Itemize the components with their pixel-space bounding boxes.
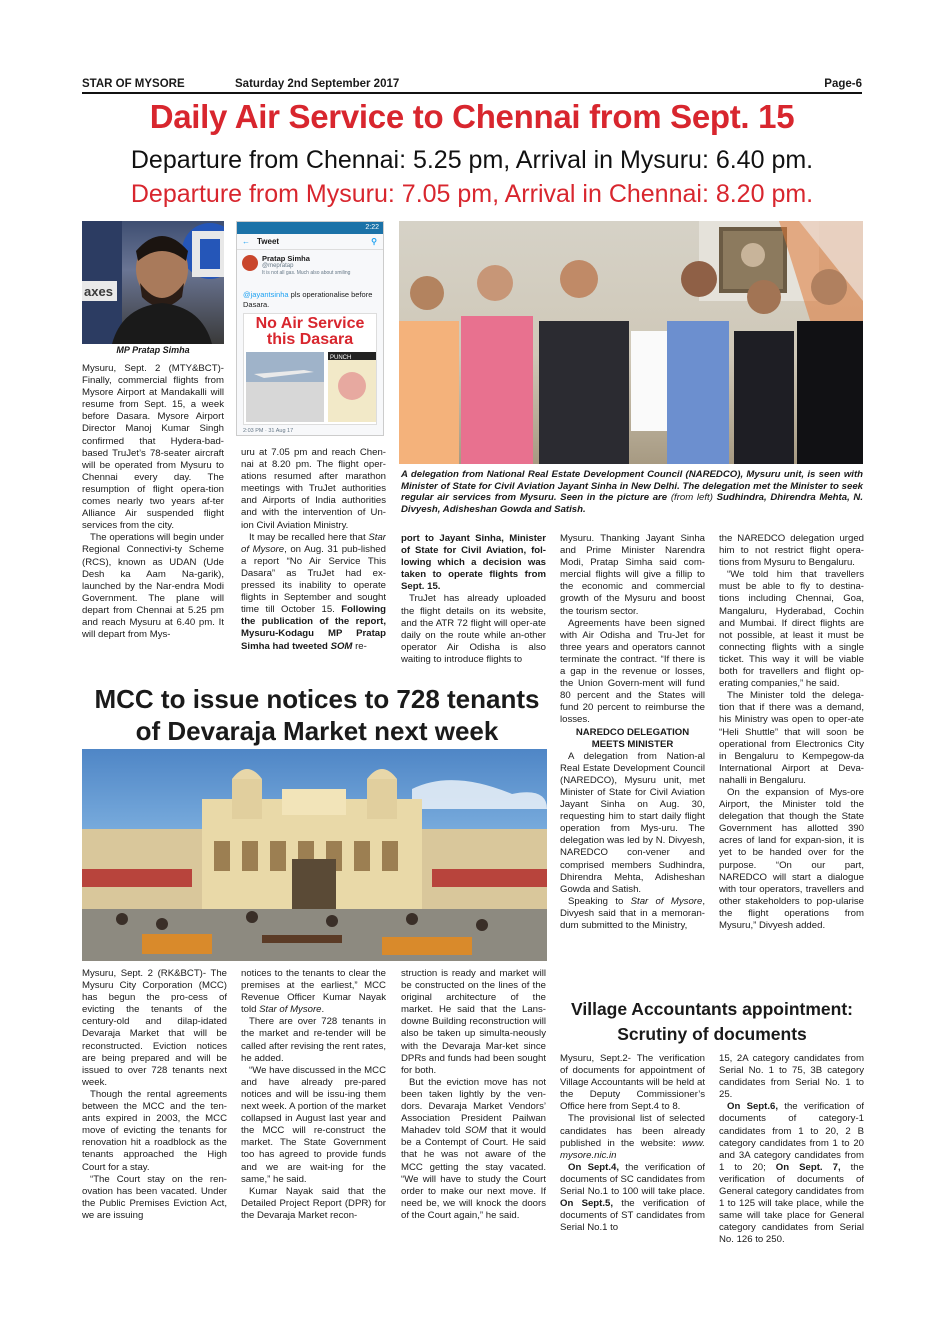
- lead-col1-para-2: The operations will begin under Regional Connectivi-ty Scheme (RCS), known as UDAN (Ude Desh ka Aam Na-garik), launched by the Nar-endra Modi Government. The plane will depart from Chennai at 5.25 pm and reach Mysuru at 6.40 pm. It will depart from Mys-: [82, 532, 224, 641]
- clipping-paper-name: PUNCH: [330, 355, 352, 361]
- text-run: the verification of documents of ST candidates from Serial No.1 to: [560, 1198, 705, 1234]
- text-run: , Divyesh said that in a memoran-dum submitted to the Ministry,: [560, 895, 705, 931]
- lead-col5-para-3: The Minister told the delega-tion that if there was a demand, his Ministry was open to oper-ate “Heli Shuttle” that will soon be operational from Electronics City in Bengaluru to Kempegow-da International Airport at Deva-nahalli in Bengaluru.: [719, 690, 864, 786]
- delegation-caption-main: A delegation from National Real Estate Development Council (NAREDCO), Mysuru unit, is seen with Minister of State for Civil Aviation Jayant Sinha in New Delhi. The delegation met the Minister to seek regular air services from Mysuru. Seen in the picture are: [401, 469, 863, 504]
- text-run: the verification of documents of SC candidates from Serial No.1 to 100 will take place.: [560, 1161, 705, 1198]
- masthead-date: Saturday 2nd September 2017: [235, 78, 400, 90]
- text-run-bold: On Sept.6,: [727, 1101, 779, 1113]
- text-run: The provisional list of selected candidates has been already published in the website:: [560, 1113, 705, 1149]
- text-run-italic: Star of Mysore: [241, 531, 386, 555]
- text-run-italic: SOM: [464, 1125, 487, 1137]
- mp-photo-caption: MP Pratap Simha: [116, 345, 190, 355]
- tweet-text: [237, 290, 383, 309]
- website-link[interactable]: www. mysore.nic.in: [560, 1137, 705, 1161]
- delegation-caption-names: Sudhindra, Dhirendra Mehta, N. Divyesh, Adisheshan Gowda and Satish.: [401, 492, 864, 515]
- delegation-photo: [399, 221, 863, 464]
- lead-subhead-2: Departure from Mysuru: 7.05 pm, Arrival in Chennai: 8.20 pm.: [130, 180, 814, 208]
- lead-col5-para-4: On the expansion of Mys-ore Airport, the Minister told the delegation that though the State Government has allotted 390 acres of land for expan-sion, it is yet to be handed over for the purpose. “On our part, NAREDCO will start a dialogue with tour operators, travellers and other stakeholders to pop-ularise the flight operations from Mysuru,” Divyesh added.: [719, 786, 864, 931]
- text-run-bold: On Sept.5,: [560, 1198, 614, 1210]
- avatar: [242, 255, 258, 271]
- lead-col4-para-4: [560, 896, 705, 932]
- search-icon: ⚲: [371, 237, 377, 246]
- text-run-bold: On Sept. 7,: [775, 1161, 841, 1173]
- tweet-time: 2:03 PM · 31 Aug 17: [243, 428, 294, 434]
- tweet-author-handle: @mepratap: [262, 263, 294, 269]
- mcc-column-1: [82, 968, 227, 1268]
- mcc-col2-para-4: Kumar Nayak said that the Detailed Project Report (DPR) for the Devaraja Market recon-: [241, 1185, 386, 1221]
- mcc-col2-para-3: “We have discussed in the MCC and have already pre-pared notices and will be issu-ing them next week. A portion of the market collapsed in August last year and the MCC will re-construct the market. The State Government too has agreed to provide funds and we are wait-ing for the same,” he said.: [241, 1064, 386, 1185]
- text-run-bold: Following the publication of the report, Mysuru-Kodagu MP Pratap Simha had tweeted: [241, 604, 386, 652]
- delegation-caption: [401, 469, 863, 515]
- tweet-screenshot: [236, 221, 384, 436]
- va-column-2: [719, 1053, 864, 1268]
- tweet-title: Tweet: [257, 237, 280, 246]
- tweet-mention[interactable]: @jayantsinha: [243, 290, 289, 299]
- mcc-col2-para-1: [241, 968, 386, 1016]
- text-run: re-: [352, 640, 367, 652]
- devaraja-market-photo: [82, 749, 547, 961]
- clipping-image: [244, 352, 378, 424]
- text-run: , on Aug. 31 pub-lished a report “No Air Service This Dasara” as TruJet had ex-pressed its inability to operate flights in September and sought time till October 15.: [241, 543, 386, 616]
- lead-col5-para-2: “We told him that travellers must be able to fly to destina-tions including Chennai, Goa, Mangaluru, Hyderabad, Cochin and Mumbai. If direct flights are not possible, at least it must be connecting flights with a single ticket. This way it will be viable both for travellers and flight op-erating companies,” he said.: [719, 569, 864, 690]
- lead-col4-para-3: A delegation from Nation-al Real Estate Development Council (NAREDCO), Mysuru unit, met Minister of State for Civil Aviation Jayant Sinha on Aug. 30, requesting him to start daily flight operation from Mys-uru. The delegation was led by N. Divyesh, NAREDCO con-vener and comprised members Sudhindra, Dhirendra Mehta, Adisheshan Gowda and Satish.: [560, 750, 705, 895]
- va-col1-para-2: [560, 1113, 705, 1161]
- va-column-1: [560, 1053, 705, 1268]
- lead-col3-bold: port to Jayant Sinha, Minister of State for Civil Aviation, fol-lowing which a decision was taken to operate flights from Sept. 15.: [401, 533, 546, 593]
- lead-col5-para-1: the NAREDCO delegation urged him to not restrict flight opera-tions from Mysuru to Bengaluru.: [719, 533, 864, 569]
- lead-col2-para-2: [241, 532, 386, 653]
- lead-column-4: [560, 533, 705, 981]
- text-run: the verification of documents of General category candidates from 1 to 125 will take place, while the same will take place for General category candidates from Serial No. 126 to 250.: [719, 1161, 864, 1246]
- text-run: But the eviction move has not been taken lightly by the ven-dors. Devaraja Market Vendors’ Association President Pailwan Mahadev told: [401, 1076, 546, 1137]
- lead-headline: Daily Air Service to Chennai from Sept. 15: [149, 98, 795, 135]
- mcc-column-3: [401, 968, 546, 1268]
- mcc-col1-para-3: “The Court stay on the ren-ovation has been vacated. Under the Public Premises Eviction Act, we are issuing: [82, 1173, 227, 1221]
- va-col1-para-1: Mysuru, Sept.2- The verification of documents for appointment of Village Accountants will be held at the Deputy Commissioner’s Office here from Sept.4 to 8.: [560, 1053, 705, 1113]
- va-headline-line-1: Village Accountants appointment:: [571, 999, 853, 1019]
- mcc-headline-line-2: of Devaraja Market next week: [135, 716, 499, 746]
- text-run-bold-italic: SOM: [330, 640, 353, 652]
- back-arrow-icon: ←: [242, 237, 250, 246]
- mcc-col1-para-2: Though the rental agreements between the MCC and the ten-ants expired in 2003, the MCC move of evicting the tenants for renovation hit a roadblock as the tenants approached the High Court for a stay.: [82, 1088, 227, 1173]
- masthead-rule: [82, 92, 862, 94]
- masthead-page: Page-6: [824, 78, 862, 90]
- lead-column-5: [719, 533, 864, 1003]
- mcc-col2-para-2: There are over 728 tenants in the market and re-tender will be called after revising the rent rates, he added.: [241, 1016, 386, 1064]
- mcc-col3-para-1: struction is ready and market will be constructed on the lines of the original architecture of the market. He said that the Lans-downe Building reconstruction will also be taken up simulta-neously with the Devaraja Mar-ket since DPRs and funds had been sought for both.: [401, 968, 546, 1076]
- text-run-italic: Star of Mysore: [630, 895, 703, 907]
- lead-column-1: [82, 363, 224, 683]
- clipping-headline: No Air Service this Dasara: [255, 315, 365, 348]
- tweet-title-bar: [237, 234, 383, 250]
- lead-subhead-1: Departure from Chennai: 5.25 pm, Arrival in Mysuru: 6.40 pm.: [130, 146, 814, 174]
- mp-photo: [82, 221, 224, 344]
- lead-column-3: [401, 533, 546, 683]
- tweet-author-name: Pratap Simha: [262, 254, 310, 263]
- mcc-col3-para-2: [401, 1077, 546, 1222]
- lead-col3-para-2: TruJet has already uploaded the flight details on its website, and the ATR 72 flight will oper-ate daily on the route while an-other operator Air Odisha is also waiting to introduce flights to: [401, 593, 546, 665]
- tweet-status-bar: 2:22: [237, 222, 383, 234]
- lead-col1-para-1: Mysuru, Sept. 2 (MTY&BCT)- Finally, commercial flights from Mysore Airport at Mandakalli will resume from Sept. 15, a week before Dasara. Mysore Airport Director Manoj Kumar Singh confirmed that Hydera-bad-based TruJet’s 78-seater aircraft will be operated from Mysuru to Chennai every day. The resumption of flight opera-tion comes nearly two years af-ter Alliance Air suspended flight services from the city.: [82, 363, 224, 532]
- delegation-caption-from: (from left): [670, 492, 713, 504]
- text-run: It may be recalled here that: [249, 531, 369, 543]
- text-run: the verification of documents of category-1 candidates from 1 to 20, 2 B category candidates from 1 to 20 and 3A category candidates from 1 to 20;: [719, 1101, 864, 1173]
- text-run-italic: Star of Mysore: [259, 1004, 322, 1016]
- masthead-paper: STAR OF MYSORE: [82, 78, 185, 90]
- text-run: .: [321, 1004, 325, 1016]
- mcc-column-2: [241, 968, 386, 1268]
- tweet-author: [237, 250, 383, 290]
- va-col2-para-1: 15, 2A category candidates from Serial No. 1 to 75, 3B category candidates from Serial No. 1 to 25.: [719, 1053, 864, 1101]
- va-headline-line-2: Scrutiny of documents: [617, 1024, 807, 1044]
- mcc-col1-para-1: Mysuru, Sept. 2 (RK&BCT)- The Mysuru City Corporation (MCC) has begun the pro-cess of evicting the tenants of the century-old and dilap-idated Devaraja Market that will be reconstructed. Eviction notices are being prepared and will be issued to over 728 tenants next week.: [82, 968, 227, 1088]
- mcc-headline-line-1: MCC to issue notices to 728 tenants: [94, 684, 540, 714]
- text-run: Speaking to: [568, 895, 631, 907]
- lead-col4-para-2: Agreements have been signed with Air Odisha and Tru-Jet for three years and operators cannot terminate the contract. “If there is a gap in the revenue or losses, the Union Govern-ment will fund 80 percent and the States will fund 20 percent to reimburse the losses.: [560, 617, 705, 726]
- text-run: that it would be a Contempt of Court. He said that he was not aware of the MCC getting the stay vacated. “We will have to study the Court order to make our next move. If need be, we will knock the doors of the Court again,” he said.: [401, 1125, 546, 1221]
- lead-col4-subhead: NAREDCO DELEGATION MEETS MINISTER: [575, 726, 690, 750]
- text-run-bold: On Sept.4,: [568, 1161, 620, 1173]
- lead-column-2: [241, 447, 386, 683]
- tweet-text-rest: pls operationalise before Dasara.: [243, 290, 373, 309]
- va-col2-para-2: [719, 1101, 864, 1246]
- text-run: notices to the tenants to clear the premises at the earliest,” MCC Revenue Officer Kumar Nayak told: [241, 968, 386, 1016]
- svg-text:axes: axes: [84, 284, 113, 299]
- lead-col2-para-1: uru at 7.05 pm and reach Chen-nai at 8.20 pm. The flight oper-ations resumed after marathon meetings with TruJet authorities and Airports of India authorities and with the intervention of Un-ion Civil Aviation Ministry.: [241, 447, 386, 531]
- tweet-author-bio: It is not all gas. Much also about smiling: [262, 270, 351, 276]
- lead-col4-para-1: Mysuru. Thanking Jayant Sinha and Prime Minister Narendra Modi, Pratap Simha said com-mercial flights will give a fillip to the economic and commercial growth of the Mysuru and boost the tourism sector.: [560, 533, 705, 617]
- tweet-clipping: [243, 313, 377, 425]
- va-col1-para-3: [560, 1162, 705, 1235]
